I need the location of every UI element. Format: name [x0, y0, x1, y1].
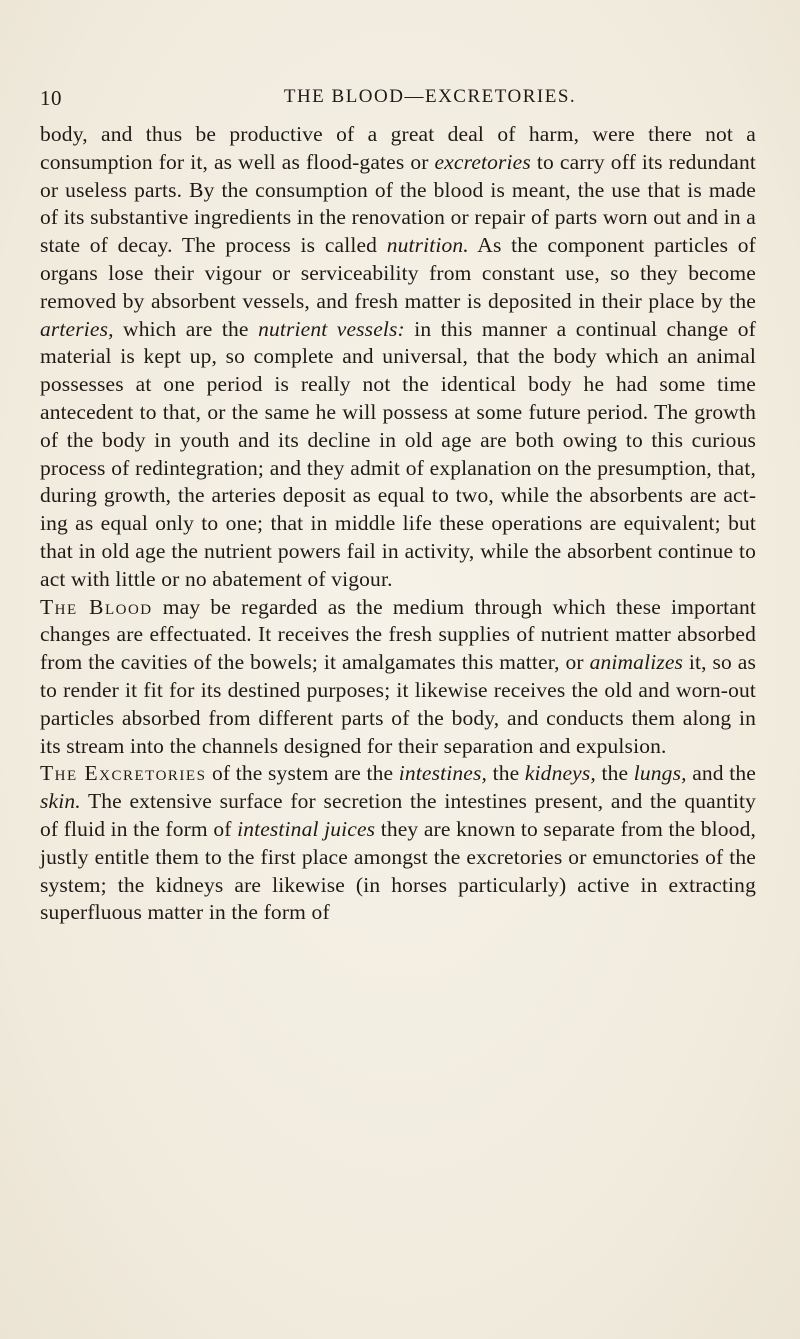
text-run: the	[595, 761, 634, 786]
italic-term: intestines,	[398, 761, 488, 786]
text-run: of the system are the	[206, 761, 399, 786]
italic-term: skin.	[40, 789, 81, 814]
page-header	[40, 86, 760, 112]
text-run: which are the	[113, 316, 259, 341]
text-run: The extensive surface for secretion the intestines present, and the quantity of fluid in the form of	[40, 789, 756, 841]
text-run: As the component particles of organs lose their vigour or serviceability from constant use, so they become removed by absorbent vessels, and fresh matter is deposited in their place by the	[40, 233, 756, 313]
italic-term: excretories	[434, 149, 531, 174]
italic-term: intestinal juices	[237, 816, 376, 841]
italic-term: lungs,	[633, 761, 687, 786]
text-run: to carry off its redundant or useless parts. By the consumption of the blood is meant, the use that is made of its substantive ingredients in the renovation or repair of parts worn out and in a state of decay. The process is called	[40, 149, 756, 258]
text-run: the	[487, 761, 525, 786]
italic-term: kidneys,	[524, 761, 596, 786]
section-lead: The Blood	[40, 594, 153, 619]
text-run: it, so as to render it fit for its destined purposes; it likewise receives the old and worn-out particles absorbed from different parts of the body, and conducts them along in its stream into the channels designed for their separation and expulsion.	[40, 650, 756, 758]
text-run: and the	[686, 761, 756, 786]
text-run: may be regarded as the medium through which these important changes are effectuated. It receives the fresh supplies of nutrient matter absorbed from the cavities of the bowels; it amalgamates this matter, or	[40, 594, 756, 675]
paragraph-consumption	[40, 121, 756, 594]
italic-term: animalizes	[589, 650, 684, 675]
page-number: 10	[40, 86, 62, 110]
paragraph-the-blood	[40, 594, 756, 761]
italic-term: nutrient vessels:	[258, 316, 405, 341]
paragraph-the-excretories	[40, 760, 756, 927]
italic-term: nutrition.	[386, 233, 469, 258]
body-text	[40, 121, 756, 927]
text-run: body, and thus be productive of a great deal of harm, were there not a consumption for it, as well as flood-gates or	[40, 122, 756, 174]
text-run: they are known to separate from the blood, justly entitle them to the first place amongst the excretories or emunctories of the system; the kidneys are likewise (in horses particularly) active in extracting superfluous matter in the form of	[40, 816, 756, 925]
italic-term: arteries,	[40, 316, 114, 341]
section-lead: The Excretories	[40, 761, 207, 786]
text-run: in this manner a continual change of material is kept up, so complete and universal, that the body which an animal possesses at one period is really not the identical body he had some time antecedent to that, or the same he will possess at some future period. The growth of the body in youth and its decline in old age are both owing to this curious process of redintegration; and they admit of explanation on the presumption, that, during growth, the arteries deposit as equal to two, while the absorbents are acting as equal only to one; that in middle life these operations are equivalent; but that in old age the nutrient powers fail in activity, while the absorbent continue to act with little or no abatement of vigour.	[40, 316, 756, 591]
running-head: THE BLOOD—EXCRETORIES.	[283, 86, 577, 107]
